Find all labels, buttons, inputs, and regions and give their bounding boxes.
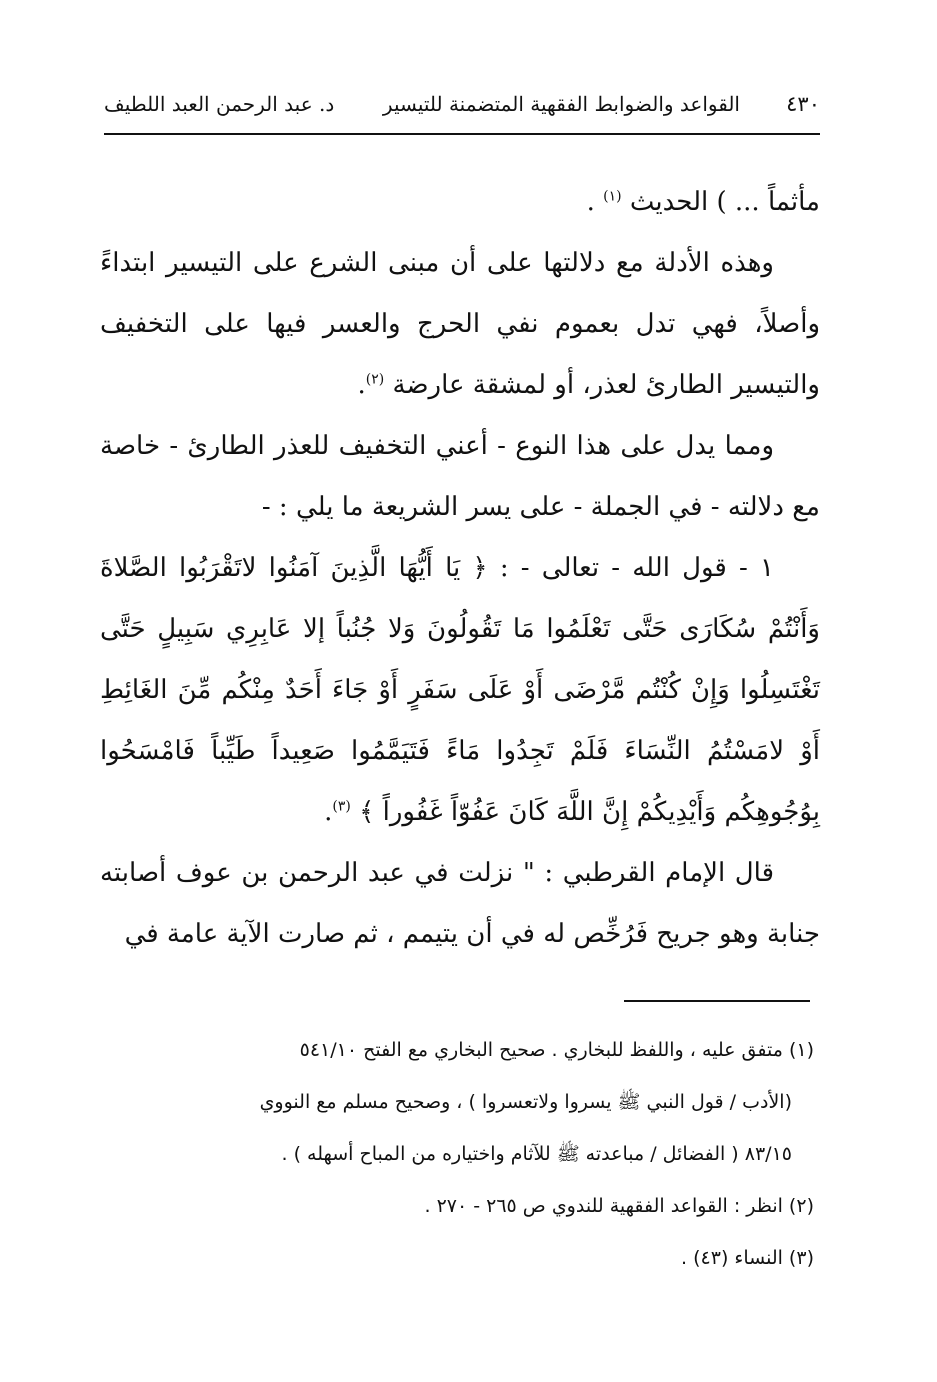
paragraph-5-text: قال الإمام القرطبي : " نزلت في عبد الرحمن بن عوف أصابته جنابة وهو جريح فَرُخِّص له في أن يتيمم ، ثم صارت الآية عامة في (100, 858, 820, 949)
footnote-ref-2[interactable]: (٢) (365, 371, 385, 388)
paragraph-2-text: وهذه الأدلة مع دلالتها على أن مبنى الشرع على التيسير ابتداءً وأصلاً، فهي تدل بعموم نفي الحرج والعسر فيها على التخفيف والتيسير الطارئ لعذر، أو لمشقة عارضة (100, 248, 820, 400)
paragraph-1 (100, 172, 820, 233)
paragraph-5 (100, 843, 820, 965)
footnote-1-line-3: ٨٣/١٥ ( الفضائل / مباعدته ﷺ للآثام واختياره من المباح أسهله ) . (281, 1143, 792, 1165)
running-author: د. عبد الرحمن العبد اللطيف (104, 92, 335, 116)
page-header (104, 84, 820, 124)
footnote-ref-3[interactable]: (٣) (332, 798, 351, 815)
paragraph-4-text: ١ - قول الله - تعالى - : ﴿ يَا أَيُّهَا الَّذِينَ آمَنُوا لاتَقْرَبُوا الصَّلاةَ وَأَنْتُمْ سُكَارَى حَتَّى تَعْلَمُوا مَا تَقُولُونَ وَلا جُنُباً إلا عَابِرِي سَبِيلٍ حَتَّى تَغْتَسِلُوا وَإِنْ كُنْتُم مَّرْضَى أَوْ عَلَى سَفَرٍ أَوْ جَاءَ أَحَدٌ مِنْكُم مِّنَ الغَائِطِ أَوْ لامَسْتُمُ النِّسَاءَ فَلَمْ تَجِدُوا مَاءً فَتَيَمَّمُوا صَعِيداً طَيِّباً فَامْسَحُوا بِوُجُوهِكُم وَأَيْدِيكُمْ إِنَّ اللَّهَ كَانَ عَفُوّاً غَفُوراً ﴾ (100, 553, 820, 827)
paragraph-4-end: . (324, 797, 333, 827)
footnote-ref-1[interactable]: (١) (603, 188, 622, 205)
footnote-separator (624, 1000, 810, 1002)
footnote-1-line-2: (الأدب / قول النبي ﷺ يسروا ولاتعسروا ) ، وصحيح مسلم مع النووي (259, 1091, 792, 1113)
paragraph-2 (100, 233, 820, 416)
paragraph-2-end: . (357, 370, 366, 400)
paragraph-4-quran-verse (100, 538, 820, 843)
header-rule (104, 133, 820, 135)
footnote-3: (٣) النساء (٤٣) . (681, 1247, 814, 1269)
paragraph-3-text: ومما يدل على هذا النوع - أعني التخفيف للعذر الطارئ - خاصة مع دلالته - في الجملة - على يسر الشريعة ما يلي : - (100, 431, 820, 522)
paragraph-3 (100, 416, 820, 538)
main-text (100, 172, 820, 965)
footnotes (98, 1024, 814, 1284)
footnote-1-line-1: (١) متفق عليه ، واللفظ للبخاري . صحيح البخاري مع الفتح ٥٤١/١٠ (299, 1039, 814, 1061)
page-number: ٤٣٠ (786, 92, 820, 116)
footnote-2: (٢) انظر : القواعد الفقهية للندوي ص ٢٦٥ - ٢٧٠ . (424, 1195, 814, 1217)
running-book-title: القواعد والضوابط الفقهية المتضمنة للتيسير (382, 92, 740, 116)
paragraph-1-end: . (586, 187, 604, 217)
paragraph-1-text: مأثماً ... ) الحديث (621, 187, 820, 217)
